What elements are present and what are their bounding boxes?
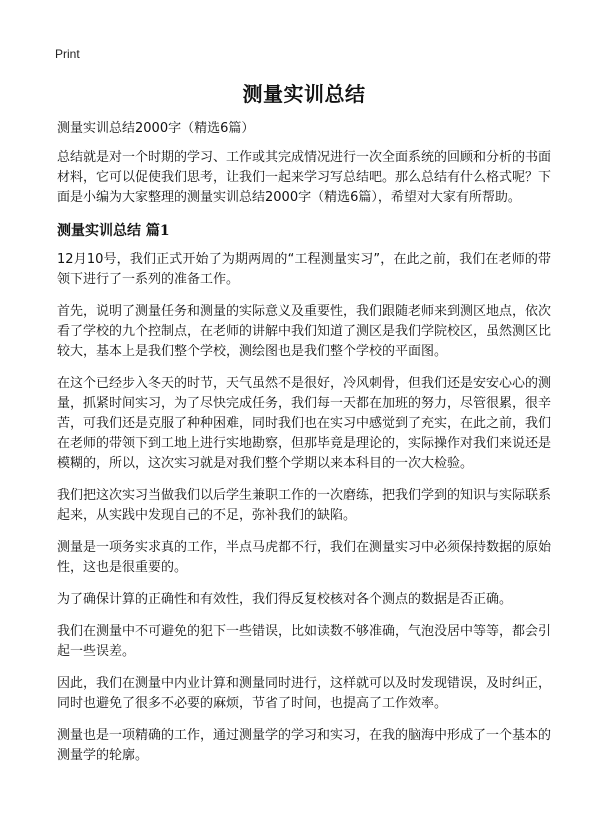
intro-paragraph: 总结就是对一个时期的学习、工作或其完成情况进行一次全面系统的回顾和分析的书面材料，它可以促使我们思考，让我们一起来学习写总结吧。那么总结有什么格式呢？下面是小编为大家整理的测量实训总结2000字（精选6篇），希望对大家有所帮助。 [57,150,552,205]
section-heading: 测量实训总结 篇1 [57,223,170,239]
body-paragraph-2: 首先，说明了测量任务和测量的实际意义及重要性，我们跟随老师来到测区地点，依次看了学校的九个控制点，在老师的讲解中我们知道了测区是我们学院校区，虽然测区比较大，基本上是我们整个学校，测绘图也是我们整个学校的平面图。 [57,304,552,359]
article [57,78,551,778]
body-paragraph-7: 我们在测量中不可避免的犯下一些错误，比如读数不够准确，气泡没居中等等，都会引起一些误差。 [57,624,552,659]
body-paragraph-3: 在这个已经步入冬天的时节，天气虽然不是很好，冷风刺骨，但我们还是安安心心的测量，抓紧时间实习，为了尽快完成任务，我们每一天都在加班的努力，尽管很累，很辛苦，可我们还是克服了种种困难，同时我们也在实习中感觉到了充实，在此之前，我们在老师的带领下到工地上进行实地勘察，但那毕竟是理论的，实际操作对我们来说还是模糊的，所以，这次实习就是对我们整个学期以来本科目的一次大检验。 [57,376,552,471]
body-paragraph-8: 因此，我们在测量中内业计算和测量同时进行，这样就可以及时发现错误，及时纠正，同时也避免了很多不必要的麻烦，节省了时间，也提高了工作效率。 [57,676,552,711]
body-paragraph-6: 为了确保计算的正确性和有效性，我们得反复校核对各个测点的数据是否正确。 [57,592,513,607]
article-subtitle: 测量实训总结2000字（精选6篇） [57,121,255,136]
body-paragraph-5: 测量是一项务实求真的工作，半点马虎都不行，我们在测量实习中必须保持数据的原始性，这也是很重要的。 [57,540,552,575]
body-paragraph-4: 我们把这次实习当做我们以后学生兼职工作的一次磨练，把我们学到的知识与实际联系起来，从实践中发现自己的不足，弥补我们的缺陷。 [57,488,552,523]
body-paragraph-9: 测量也是一项精确的工作，通过测量学的学习和实习，在我的脑海中形成了一个基本的测量学的轮廓。 [57,728,552,763]
body-paragraph-1: 12月10号，我们正式开始了为期两周的“工程测量实习”，在此之前，我们在老师的带领下进行了一系列的准备工作。 [57,252,551,287]
print-link[interactable]: Print [55,47,80,61]
article-title: 测量实训总结 [242,82,366,106]
